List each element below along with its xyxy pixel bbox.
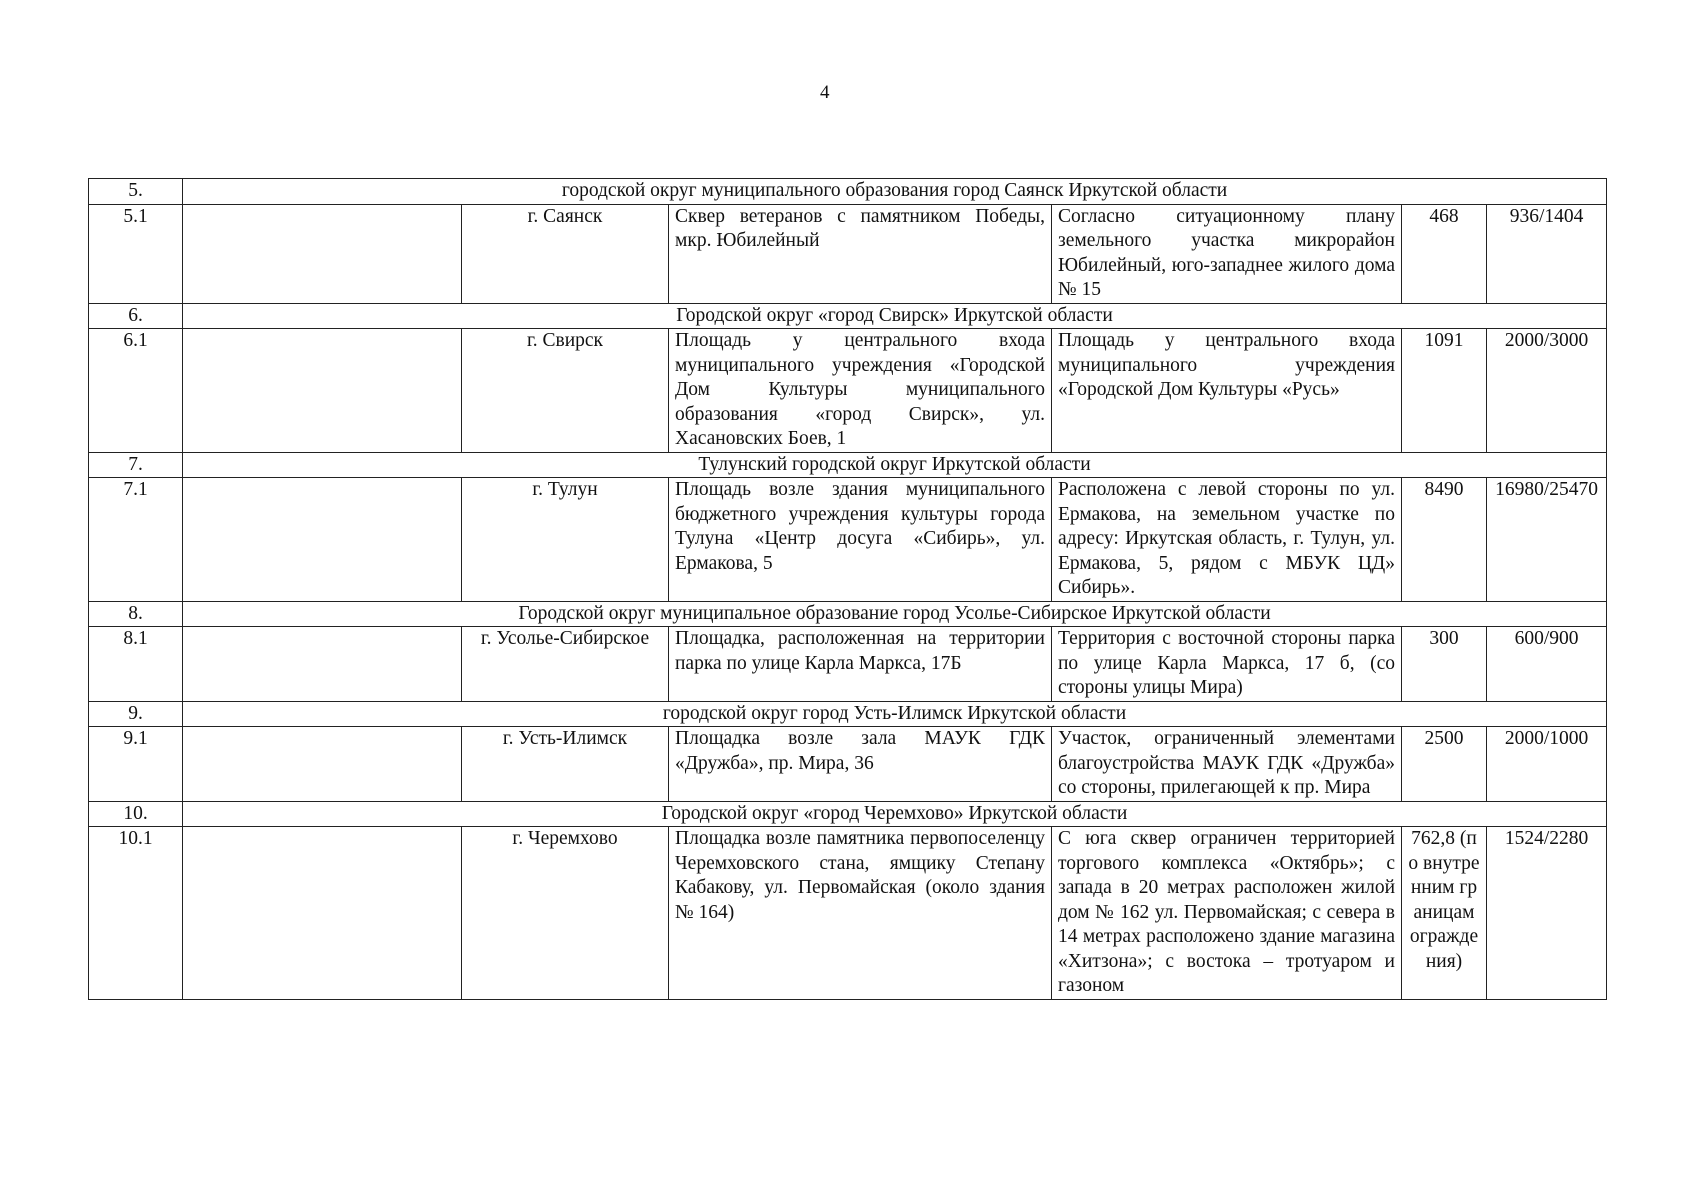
city-cell: г. Черемхово bbox=[462, 827, 669, 1000]
row-number: 5.1 bbox=[89, 204, 183, 303]
city-cell: г. Усть-Илимск bbox=[462, 727, 669, 802]
city-cell: г. Саянск bbox=[462, 204, 669, 303]
row-number: 10.1 bbox=[89, 827, 183, 1000]
place-cell: Площадка возле зала МАУК ГДК «Дружба», пр. Мира, 36 bbox=[669, 727, 1052, 802]
place-cell: Сквер ветеранов с памятником Победы, мкр. Юбилейный bbox=[669, 204, 1052, 303]
empty-cell bbox=[183, 727, 462, 802]
section-title: городской округ город Усть-Илимск Иркутской области bbox=[183, 701, 1607, 727]
place-cell: Площадка возле памятника первопоселенцу Черемховского стана, ямщику Степану Кабакову, ул. Первомайская (около здания № 164) bbox=[669, 827, 1052, 1000]
section-row bbox=[89, 303, 1607, 329]
bounds-cell: Согласно ситуационному плану земельного участка микрорайон Юбилейный, юго-западнее жилого дома № 15 bbox=[1052, 204, 1402, 303]
table-row bbox=[89, 827, 1607, 1000]
area-cell: 762,8 (по внутренним границам ограждения) bbox=[1402, 827, 1487, 1000]
table-row bbox=[89, 204, 1607, 303]
area-cell: 2500 bbox=[1402, 727, 1487, 802]
row-number: 8.1 bbox=[89, 627, 183, 702]
page-number: 4 bbox=[820, 82, 830, 103]
capacity-cell: 16980/25470 bbox=[1487, 478, 1607, 602]
row-number: 7.1 bbox=[89, 478, 183, 602]
table-row bbox=[89, 478, 1607, 602]
empty-cell bbox=[183, 478, 462, 602]
bounds-cell: Расположена с левой стороны по ул. Ермакова, на земельном участке по адресу: Иркутская область, г. Тулун, ул. Ермакова, 5, рядом с МБУК ЦД» Сибирь». bbox=[1052, 478, 1402, 602]
place-cell: Площадь возле здания муниципального бюджетного учреждения культуры города Тулуна «Центр досуга «Сибирь», ул. Ермакова, 5 bbox=[669, 478, 1052, 602]
bounds-cell: Площадь у центрального входа муниципального учреждения «Городской Дом Культуры «Русь» bbox=[1052, 329, 1402, 453]
empty-cell bbox=[183, 204, 462, 303]
empty-cell bbox=[183, 627, 462, 702]
venue-table bbox=[88, 178, 1607, 1000]
table-row bbox=[89, 329, 1607, 453]
bounds-cell: Территория с восточной стороны парка по улице Карла Маркса, 17 б, (со стороны улицы Мира) bbox=[1052, 627, 1402, 702]
place-cell: Площадка, расположенная на территории парка по улице Карла Маркса, 17Б bbox=[669, 627, 1052, 702]
capacity-cell: 600/900 bbox=[1487, 627, 1607, 702]
section-row bbox=[89, 701, 1607, 727]
bounds-cell: С юга сквер ограничен территорией торгового комплекса «Октябрь»; с запада в 20 метрах расположен жилой дом № 162 ул. Первомайская; с севера в 14 метрах расположено здание магазина «Хитзона»; с востока – тротуаром и газоном bbox=[1052, 827, 1402, 1000]
area-cell: 468 bbox=[1402, 204, 1487, 303]
section-row bbox=[89, 601, 1607, 627]
section-title: Городской округ «город Черемхово» Иркутской области bbox=[183, 801, 1607, 827]
capacity-cell: 2000/1000 bbox=[1487, 727, 1607, 802]
capacity-cell: 936/1404 bbox=[1487, 204, 1607, 303]
capacity-cell: 2000/3000 bbox=[1487, 329, 1607, 453]
city-cell: г. Тулун bbox=[462, 478, 669, 602]
section-title: городской округ муниципального образования город Саянск Иркутской области bbox=[183, 179, 1607, 205]
section-number: 10. bbox=[89, 801, 183, 827]
row-number: 6.1 bbox=[89, 329, 183, 453]
bounds-cell: Участок, ограниченный элементами благоустройства МАУК ГДК «Дружба» со стороны, прилегающей к пр. Мира bbox=[1052, 727, 1402, 802]
table-row bbox=[89, 627, 1607, 702]
section-number: 9. bbox=[89, 701, 183, 727]
area-cell: 1091 bbox=[1402, 329, 1487, 453]
section-number: 7. bbox=[89, 452, 183, 478]
area-cell: 300 bbox=[1402, 627, 1487, 702]
section-title: Городской округ муниципальное образование город Усолье-Сибирское Иркутской области bbox=[183, 601, 1607, 627]
section-number: 5. bbox=[89, 179, 183, 205]
section-title: Тулунский городской округ Иркутской области bbox=[183, 452, 1607, 478]
empty-cell bbox=[183, 329, 462, 453]
section-row bbox=[89, 452, 1607, 478]
capacity-cell: 1524/2280 bbox=[1487, 827, 1607, 1000]
place-cell: Площадь у центрального входа муниципального учреждения «Городской Дом Культуры муниципального образования «город Свирск», ул. Хасановских Боев, 1 bbox=[669, 329, 1052, 453]
city-cell: г. Усолье-Сибирское bbox=[462, 627, 669, 702]
section-number: 8. bbox=[89, 601, 183, 627]
table-row bbox=[89, 727, 1607, 802]
city-cell: г. Свирск bbox=[462, 329, 669, 453]
section-row bbox=[89, 801, 1607, 827]
section-title: Городской округ «город Свирск» Иркутской области bbox=[183, 303, 1607, 329]
area-cell: 8490 bbox=[1402, 478, 1487, 602]
row-number: 9.1 bbox=[89, 727, 183, 802]
section-number: 6. bbox=[89, 303, 183, 329]
empty-cell bbox=[183, 827, 462, 1000]
section-row bbox=[89, 179, 1607, 205]
